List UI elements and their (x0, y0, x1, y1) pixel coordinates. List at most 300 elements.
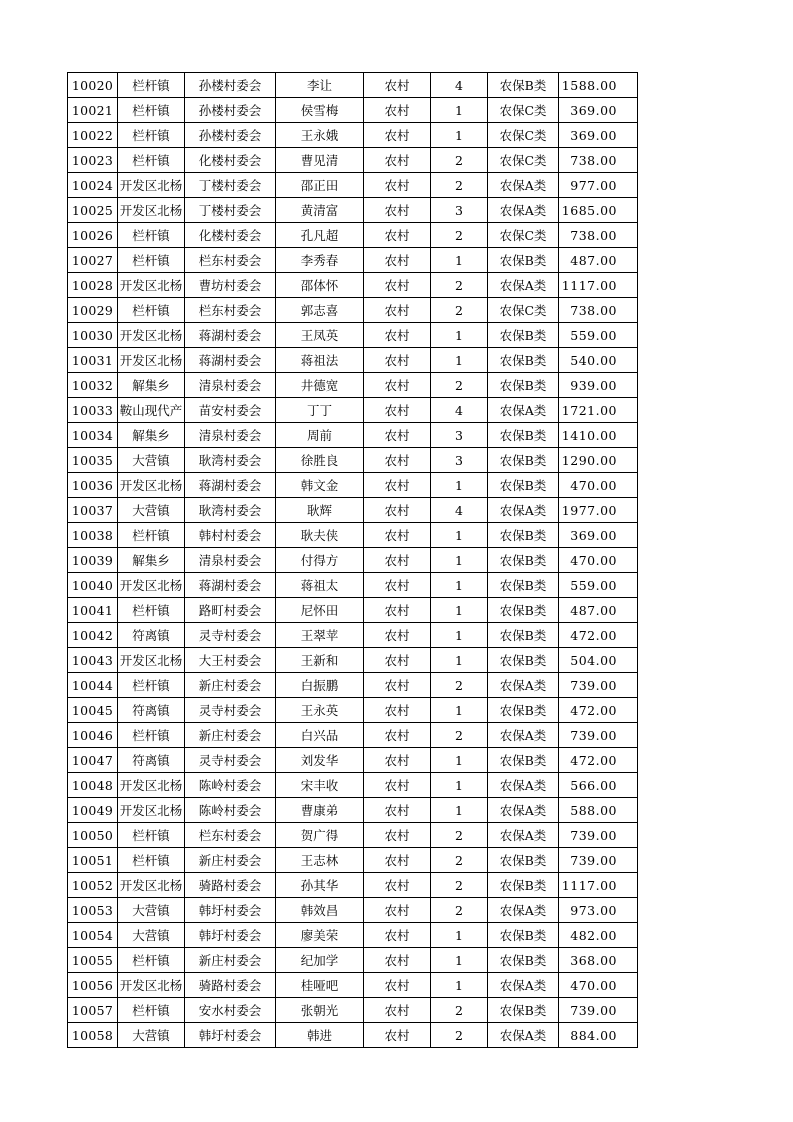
table-row (68, 548, 638, 573)
area-type-cell: 农村 (364, 298, 431, 323)
category-cell: 农保B类 (488, 698, 559, 723)
amount-cell: 588.00 (559, 798, 638, 823)
record-id-cell: 10050 (68, 823, 118, 848)
village-committee-cell: 韩圩村委会 (185, 1023, 276, 1048)
record-id-cell: 10058 (68, 1023, 118, 1048)
category-cell: 农保B类 (488, 748, 559, 773)
count-cell: 2 (431, 273, 488, 298)
township-cell: 栏杆镇 (118, 673, 185, 698)
table-row (68, 373, 638, 398)
township-cell: 开发区北杨 (118, 798, 185, 823)
area-type-cell: 农村 (364, 523, 431, 548)
table-row (68, 598, 638, 623)
township-cell: 解集乡 (118, 548, 185, 573)
name-cell: 孙其华 (276, 873, 364, 898)
category-cell: 农保A类 (488, 273, 559, 298)
record-id-cell: 10049 (68, 798, 118, 823)
name-cell: 黄清富 (276, 198, 364, 223)
record-id-cell: 10020 (68, 73, 118, 98)
village-committee-cell: 蒋湖村委会 (185, 348, 276, 373)
category-cell: 农保B类 (488, 248, 559, 273)
area-type-cell: 农村 (364, 398, 431, 423)
area-type-cell: 农村 (364, 923, 431, 948)
area-type-cell: 农村 (364, 973, 431, 998)
area-type-cell: 农村 (364, 198, 431, 223)
township-cell: 栏杆镇 (118, 998, 185, 1023)
township-cell: 大营镇 (118, 498, 185, 523)
area-type-cell: 农村 (364, 948, 431, 973)
township-cell: 栏杆镇 (118, 723, 185, 748)
count-cell: 1 (431, 323, 488, 348)
count-cell: 2 (431, 298, 488, 323)
count-cell: 4 (431, 498, 488, 523)
record-id-cell: 10041 (68, 598, 118, 623)
township-cell: 开发区北杨 (118, 348, 185, 373)
count-cell: 4 (431, 398, 488, 423)
name-cell: 井德宽 (276, 373, 364, 398)
count-cell: 2 (431, 673, 488, 698)
record-id-cell: 10039 (68, 548, 118, 573)
records-table (67, 72, 638, 1048)
table-row (68, 448, 638, 473)
area-type-cell: 农村 (364, 748, 431, 773)
village-committee-cell: 清泉村委会 (185, 373, 276, 398)
name-cell: 付得方 (276, 548, 364, 573)
amount-cell: 739.00 (559, 673, 638, 698)
record-id-cell: 10054 (68, 923, 118, 948)
amount-cell: 739.00 (559, 998, 638, 1023)
area-type-cell: 农村 (364, 1023, 431, 1048)
record-id-cell: 10043 (68, 648, 118, 673)
township-cell: 开发区北杨 (118, 773, 185, 798)
area-type-cell: 农村 (364, 448, 431, 473)
table-row (68, 823, 638, 848)
amount-cell: 1410.00 (559, 423, 638, 448)
amount-cell: 738.00 (559, 223, 638, 248)
count-cell: 1 (431, 548, 488, 573)
area-type-cell: 农村 (364, 373, 431, 398)
count-cell: 2 (431, 173, 488, 198)
count-cell: 1 (431, 773, 488, 798)
township-cell: 大营镇 (118, 923, 185, 948)
table-row (68, 298, 638, 323)
record-id-cell: 10024 (68, 173, 118, 198)
area-type-cell: 农村 (364, 823, 431, 848)
table-row (68, 323, 638, 348)
category-cell: 农保C类 (488, 148, 559, 173)
amount-cell: 739.00 (559, 823, 638, 848)
amount-cell: 504.00 (559, 648, 638, 673)
village-committee-cell: 韩村村委会 (185, 523, 276, 548)
name-cell: 曹康弟 (276, 798, 364, 823)
village-committee-cell: 孙楼村委会 (185, 73, 276, 98)
amount-cell: 884.00 (559, 1023, 638, 1048)
name-cell: 徐胜良 (276, 448, 364, 473)
record-id-cell: 10025 (68, 198, 118, 223)
township-cell: 解集乡 (118, 373, 185, 398)
name-cell: 邵正田 (276, 173, 364, 198)
table-row (68, 98, 638, 123)
table-row (68, 398, 638, 423)
village-committee-cell: 化楼村委会 (185, 223, 276, 248)
amount-cell: 472.00 (559, 698, 638, 723)
name-cell: 耿辉 (276, 498, 364, 523)
village-committee-cell: 陈岭村委会 (185, 798, 276, 823)
amount-cell: 369.00 (559, 123, 638, 148)
record-id-cell: 10037 (68, 498, 118, 523)
village-committee-cell: 蒋湖村委会 (185, 573, 276, 598)
record-id-cell: 10027 (68, 248, 118, 273)
name-cell: 桂哑吧 (276, 973, 364, 998)
name-cell: 蒋祖法 (276, 348, 364, 373)
area-type-cell: 农村 (364, 698, 431, 723)
amount-cell: 487.00 (559, 598, 638, 623)
category-cell: 农保A类 (488, 798, 559, 823)
name-cell: 丁丁 (276, 398, 364, 423)
village-committee-cell: 清泉村委会 (185, 423, 276, 448)
amount-cell: 472.00 (559, 748, 638, 773)
village-committee-cell: 孙楼村委会 (185, 98, 276, 123)
area-type-cell: 农村 (364, 148, 431, 173)
category-cell: 农保A类 (488, 398, 559, 423)
category-cell: 农保A类 (488, 773, 559, 798)
count-cell: 2 (431, 723, 488, 748)
count-cell: 1 (431, 123, 488, 148)
count-cell: 4 (431, 73, 488, 98)
village-committee-cell: 新庄村委会 (185, 848, 276, 873)
village-committee-cell: 韩圩村委会 (185, 898, 276, 923)
table-row (68, 673, 638, 698)
township-cell: 开发区北杨 (118, 573, 185, 598)
table-row (68, 623, 638, 648)
name-cell: 王新和 (276, 648, 364, 673)
count-cell: 2 (431, 998, 488, 1023)
village-committee-cell: 栏东村委会 (185, 823, 276, 848)
area-type-cell: 农村 (364, 648, 431, 673)
category-cell: 农保A类 (488, 898, 559, 923)
record-id-cell: 10042 (68, 623, 118, 648)
amount-cell: 369.00 (559, 98, 638, 123)
village-committee-cell: 耿湾村委会 (185, 448, 276, 473)
name-cell: 张朝光 (276, 998, 364, 1023)
amount-cell: 559.00 (559, 573, 638, 598)
township-cell: 栏杆镇 (118, 523, 185, 548)
count-cell: 1 (431, 598, 488, 623)
township-cell: 栏杆镇 (118, 148, 185, 173)
table-row (68, 498, 638, 523)
record-id-cell: 10038 (68, 523, 118, 548)
township-cell: 栏杆镇 (118, 598, 185, 623)
record-id-cell: 10040 (68, 573, 118, 598)
count-cell: 3 (431, 423, 488, 448)
village-committee-cell: 苗安村委会 (185, 398, 276, 423)
count-cell: 1 (431, 573, 488, 598)
table-row (68, 973, 638, 998)
name-cell: 孔凡超 (276, 223, 364, 248)
village-committee-cell: 耿湾村委会 (185, 498, 276, 523)
count-cell: 1 (431, 98, 488, 123)
township-cell: 开发区北杨 (118, 473, 185, 498)
category-cell: 农保B类 (488, 948, 559, 973)
name-cell: 王翠苹 (276, 623, 364, 648)
name-cell: 耿夫侠 (276, 523, 364, 548)
record-id-cell: 10051 (68, 848, 118, 873)
category-cell: 农保B类 (488, 523, 559, 548)
count-cell: 1 (431, 973, 488, 998)
amount-cell: 1977.00 (559, 498, 638, 523)
count-cell: 2 (431, 148, 488, 173)
category-cell: 农保A类 (488, 173, 559, 198)
record-id-cell: 10022 (68, 123, 118, 148)
township-cell: 栏杆镇 (118, 73, 185, 98)
amount-cell: 470.00 (559, 973, 638, 998)
record-id-cell: 10026 (68, 223, 118, 248)
category-cell: 农保B类 (488, 648, 559, 673)
township-cell: 栏杆镇 (118, 248, 185, 273)
table-row (68, 423, 638, 448)
amount-cell: 1588.00 (559, 73, 638, 98)
name-cell: 纪加学 (276, 948, 364, 973)
township-cell: 栏杆镇 (118, 298, 185, 323)
table-row (68, 573, 638, 598)
table-row (68, 1023, 638, 1048)
township-cell: 符离镇 (118, 748, 185, 773)
amount-cell: 470.00 (559, 473, 638, 498)
count-cell: 1 (431, 348, 488, 373)
village-committee-cell: 化楼村委会 (185, 148, 276, 173)
area-type-cell: 农村 (364, 73, 431, 98)
category-cell: 农保B类 (488, 73, 559, 98)
category-cell: 农保A类 (488, 1023, 559, 1048)
table-row (68, 948, 638, 973)
area-type-cell: 农村 (364, 598, 431, 623)
area-type-cell: 农村 (364, 898, 431, 923)
category-cell: 农保A类 (488, 498, 559, 523)
count-cell: 1 (431, 798, 488, 823)
amount-cell: 939.00 (559, 373, 638, 398)
record-id-cell: 10053 (68, 898, 118, 923)
count-cell: 1 (431, 923, 488, 948)
table-row (68, 473, 638, 498)
area-type-cell: 农村 (364, 998, 431, 1023)
amount-cell: 738.00 (559, 148, 638, 173)
area-type-cell: 农村 (364, 873, 431, 898)
area-type-cell: 农村 (364, 798, 431, 823)
category-cell: 农保B类 (488, 873, 559, 898)
township-cell: 符离镇 (118, 623, 185, 648)
count-cell: 1 (431, 948, 488, 973)
count-cell: 3 (431, 198, 488, 223)
amount-cell: 369.00 (559, 523, 638, 548)
area-type-cell: 农村 (364, 573, 431, 598)
table-row (68, 773, 638, 798)
village-committee-cell: 栏东村委会 (185, 298, 276, 323)
village-committee-cell: 灵寺村委会 (185, 623, 276, 648)
area-type-cell: 农村 (364, 273, 431, 298)
count-cell: 1 (431, 698, 488, 723)
township-cell: 栏杆镇 (118, 98, 185, 123)
table-body (68, 73, 638, 1048)
amount-cell: 566.00 (559, 773, 638, 798)
count-cell: 2 (431, 1023, 488, 1048)
category-cell: 农保B类 (488, 548, 559, 573)
township-cell: 开发区北杨 (118, 648, 185, 673)
area-type-cell: 农村 (364, 98, 431, 123)
name-cell: 王永娥 (276, 123, 364, 148)
area-type-cell: 农村 (364, 123, 431, 148)
count-cell: 1 (431, 248, 488, 273)
name-cell: 贺广得 (276, 823, 364, 848)
area-type-cell: 农村 (364, 673, 431, 698)
name-cell: 邵体怀 (276, 273, 364, 298)
name-cell: 郭志喜 (276, 298, 364, 323)
amount-cell: 1721.00 (559, 398, 638, 423)
village-committee-cell: 灵寺村委会 (185, 698, 276, 723)
village-committee-cell: 路町村委会 (185, 598, 276, 623)
table-row (68, 698, 638, 723)
amount-cell: 977.00 (559, 173, 638, 198)
record-id-cell: 10031 (68, 348, 118, 373)
township-cell: 栏杆镇 (118, 123, 185, 148)
category-cell: 农保B类 (488, 423, 559, 448)
township-cell: 栏杆镇 (118, 223, 185, 248)
count-cell: 1 (431, 648, 488, 673)
count-cell: 1 (431, 748, 488, 773)
name-cell: 李让 (276, 73, 364, 98)
township-cell: 解集乡 (118, 423, 185, 448)
category-cell: 农保C类 (488, 98, 559, 123)
count-cell: 2 (431, 873, 488, 898)
category-cell: 农保B类 (488, 623, 559, 648)
name-cell: 王志林 (276, 848, 364, 873)
record-id-cell: 10044 (68, 673, 118, 698)
name-cell: 廖美荣 (276, 923, 364, 948)
record-id-cell: 10029 (68, 298, 118, 323)
name-cell: 王永英 (276, 698, 364, 723)
village-committee-cell: 骑路村委会 (185, 873, 276, 898)
name-cell: 蒋祖太 (276, 573, 364, 598)
area-type-cell: 农村 (364, 498, 431, 523)
area-type-cell: 农村 (364, 723, 431, 748)
amount-cell: 739.00 (559, 723, 638, 748)
name-cell: 宋丰收 (276, 773, 364, 798)
record-id-cell: 10034 (68, 423, 118, 448)
count-cell: 2 (431, 898, 488, 923)
table-row (68, 173, 638, 198)
amount-cell: 1117.00 (559, 273, 638, 298)
table-row (68, 273, 638, 298)
village-committee-cell: 新庄村委会 (185, 723, 276, 748)
table-row (68, 523, 638, 548)
village-committee-cell: 丁楼村委会 (185, 198, 276, 223)
village-committee-cell: 骑路村委会 (185, 973, 276, 998)
village-committee-cell: 陈岭村委会 (185, 773, 276, 798)
area-type-cell: 农村 (364, 173, 431, 198)
amount-cell: 472.00 (559, 623, 638, 648)
amount-cell: 1290.00 (559, 448, 638, 473)
record-id-cell: 10028 (68, 273, 118, 298)
count-cell: 2 (431, 848, 488, 873)
township-cell: 开发区北杨 (118, 973, 185, 998)
category-cell: 农保B类 (488, 598, 559, 623)
area-type-cell: 农村 (364, 423, 431, 448)
record-id-cell: 10036 (68, 473, 118, 498)
record-id-cell: 10048 (68, 773, 118, 798)
record-id-cell: 10032 (68, 373, 118, 398)
village-committee-cell: 孙楼村委会 (185, 123, 276, 148)
area-type-cell: 农村 (364, 248, 431, 273)
record-id-cell: 10030 (68, 323, 118, 348)
township-cell: 栏杆镇 (118, 948, 185, 973)
township-cell: 大营镇 (118, 898, 185, 923)
count-cell: 2 (431, 823, 488, 848)
village-committee-cell: 韩圩村委会 (185, 923, 276, 948)
amount-cell: 973.00 (559, 898, 638, 923)
area-type-cell: 农村 (364, 623, 431, 648)
village-committee-cell: 新庄村委会 (185, 673, 276, 698)
table-row (68, 848, 638, 873)
name-cell: 白振鹏 (276, 673, 364, 698)
name-cell: 尼怀田 (276, 598, 364, 623)
township-cell: 栏杆镇 (118, 848, 185, 873)
record-id-cell: 10052 (68, 873, 118, 898)
record-id-cell: 10045 (68, 698, 118, 723)
amount-cell: 738.00 (559, 298, 638, 323)
township-cell: 栏杆镇 (118, 823, 185, 848)
count-cell: 1 (431, 623, 488, 648)
name-cell: 韩进 (276, 1023, 364, 1048)
table-row (68, 748, 638, 773)
category-cell: 农保B类 (488, 473, 559, 498)
village-committee-cell: 灵寺村委会 (185, 748, 276, 773)
table-row (68, 123, 638, 148)
township-cell: 鞍山现代产 (118, 398, 185, 423)
name-cell: 曹见清 (276, 148, 364, 173)
category-cell: 农保A类 (488, 673, 559, 698)
village-committee-cell: 蒋湖村委会 (185, 323, 276, 348)
name-cell: 白兴品 (276, 723, 364, 748)
table-row (68, 723, 638, 748)
count-cell: 3 (431, 448, 488, 473)
name-cell: 王凤英 (276, 323, 364, 348)
amount-cell: 487.00 (559, 248, 638, 273)
category-cell: 农保B类 (488, 373, 559, 398)
township-cell: 开发区北杨 (118, 173, 185, 198)
table-row (68, 198, 638, 223)
amount-cell: 368.00 (559, 948, 638, 973)
category-cell: 农保B类 (488, 848, 559, 873)
amount-cell: 540.00 (559, 348, 638, 373)
amount-cell: 482.00 (559, 923, 638, 948)
record-id-cell: 10046 (68, 723, 118, 748)
village-committee-cell: 大王村委会 (185, 648, 276, 673)
table-row (68, 798, 638, 823)
table-row (68, 998, 638, 1023)
village-committee-cell: 曹坊村委会 (185, 273, 276, 298)
count-cell: 1 (431, 523, 488, 548)
record-id-cell: 10057 (68, 998, 118, 1023)
count-cell: 2 (431, 223, 488, 248)
record-id-cell: 10035 (68, 448, 118, 473)
name-cell: 周前 (276, 423, 364, 448)
village-committee-cell: 蒋湖村委会 (185, 473, 276, 498)
name-cell: 刘发华 (276, 748, 364, 773)
category-cell: 农保C类 (488, 123, 559, 148)
amount-cell: 739.00 (559, 848, 638, 873)
name-cell: 韩文金 (276, 473, 364, 498)
table-row (68, 898, 638, 923)
area-type-cell: 农村 (364, 223, 431, 248)
